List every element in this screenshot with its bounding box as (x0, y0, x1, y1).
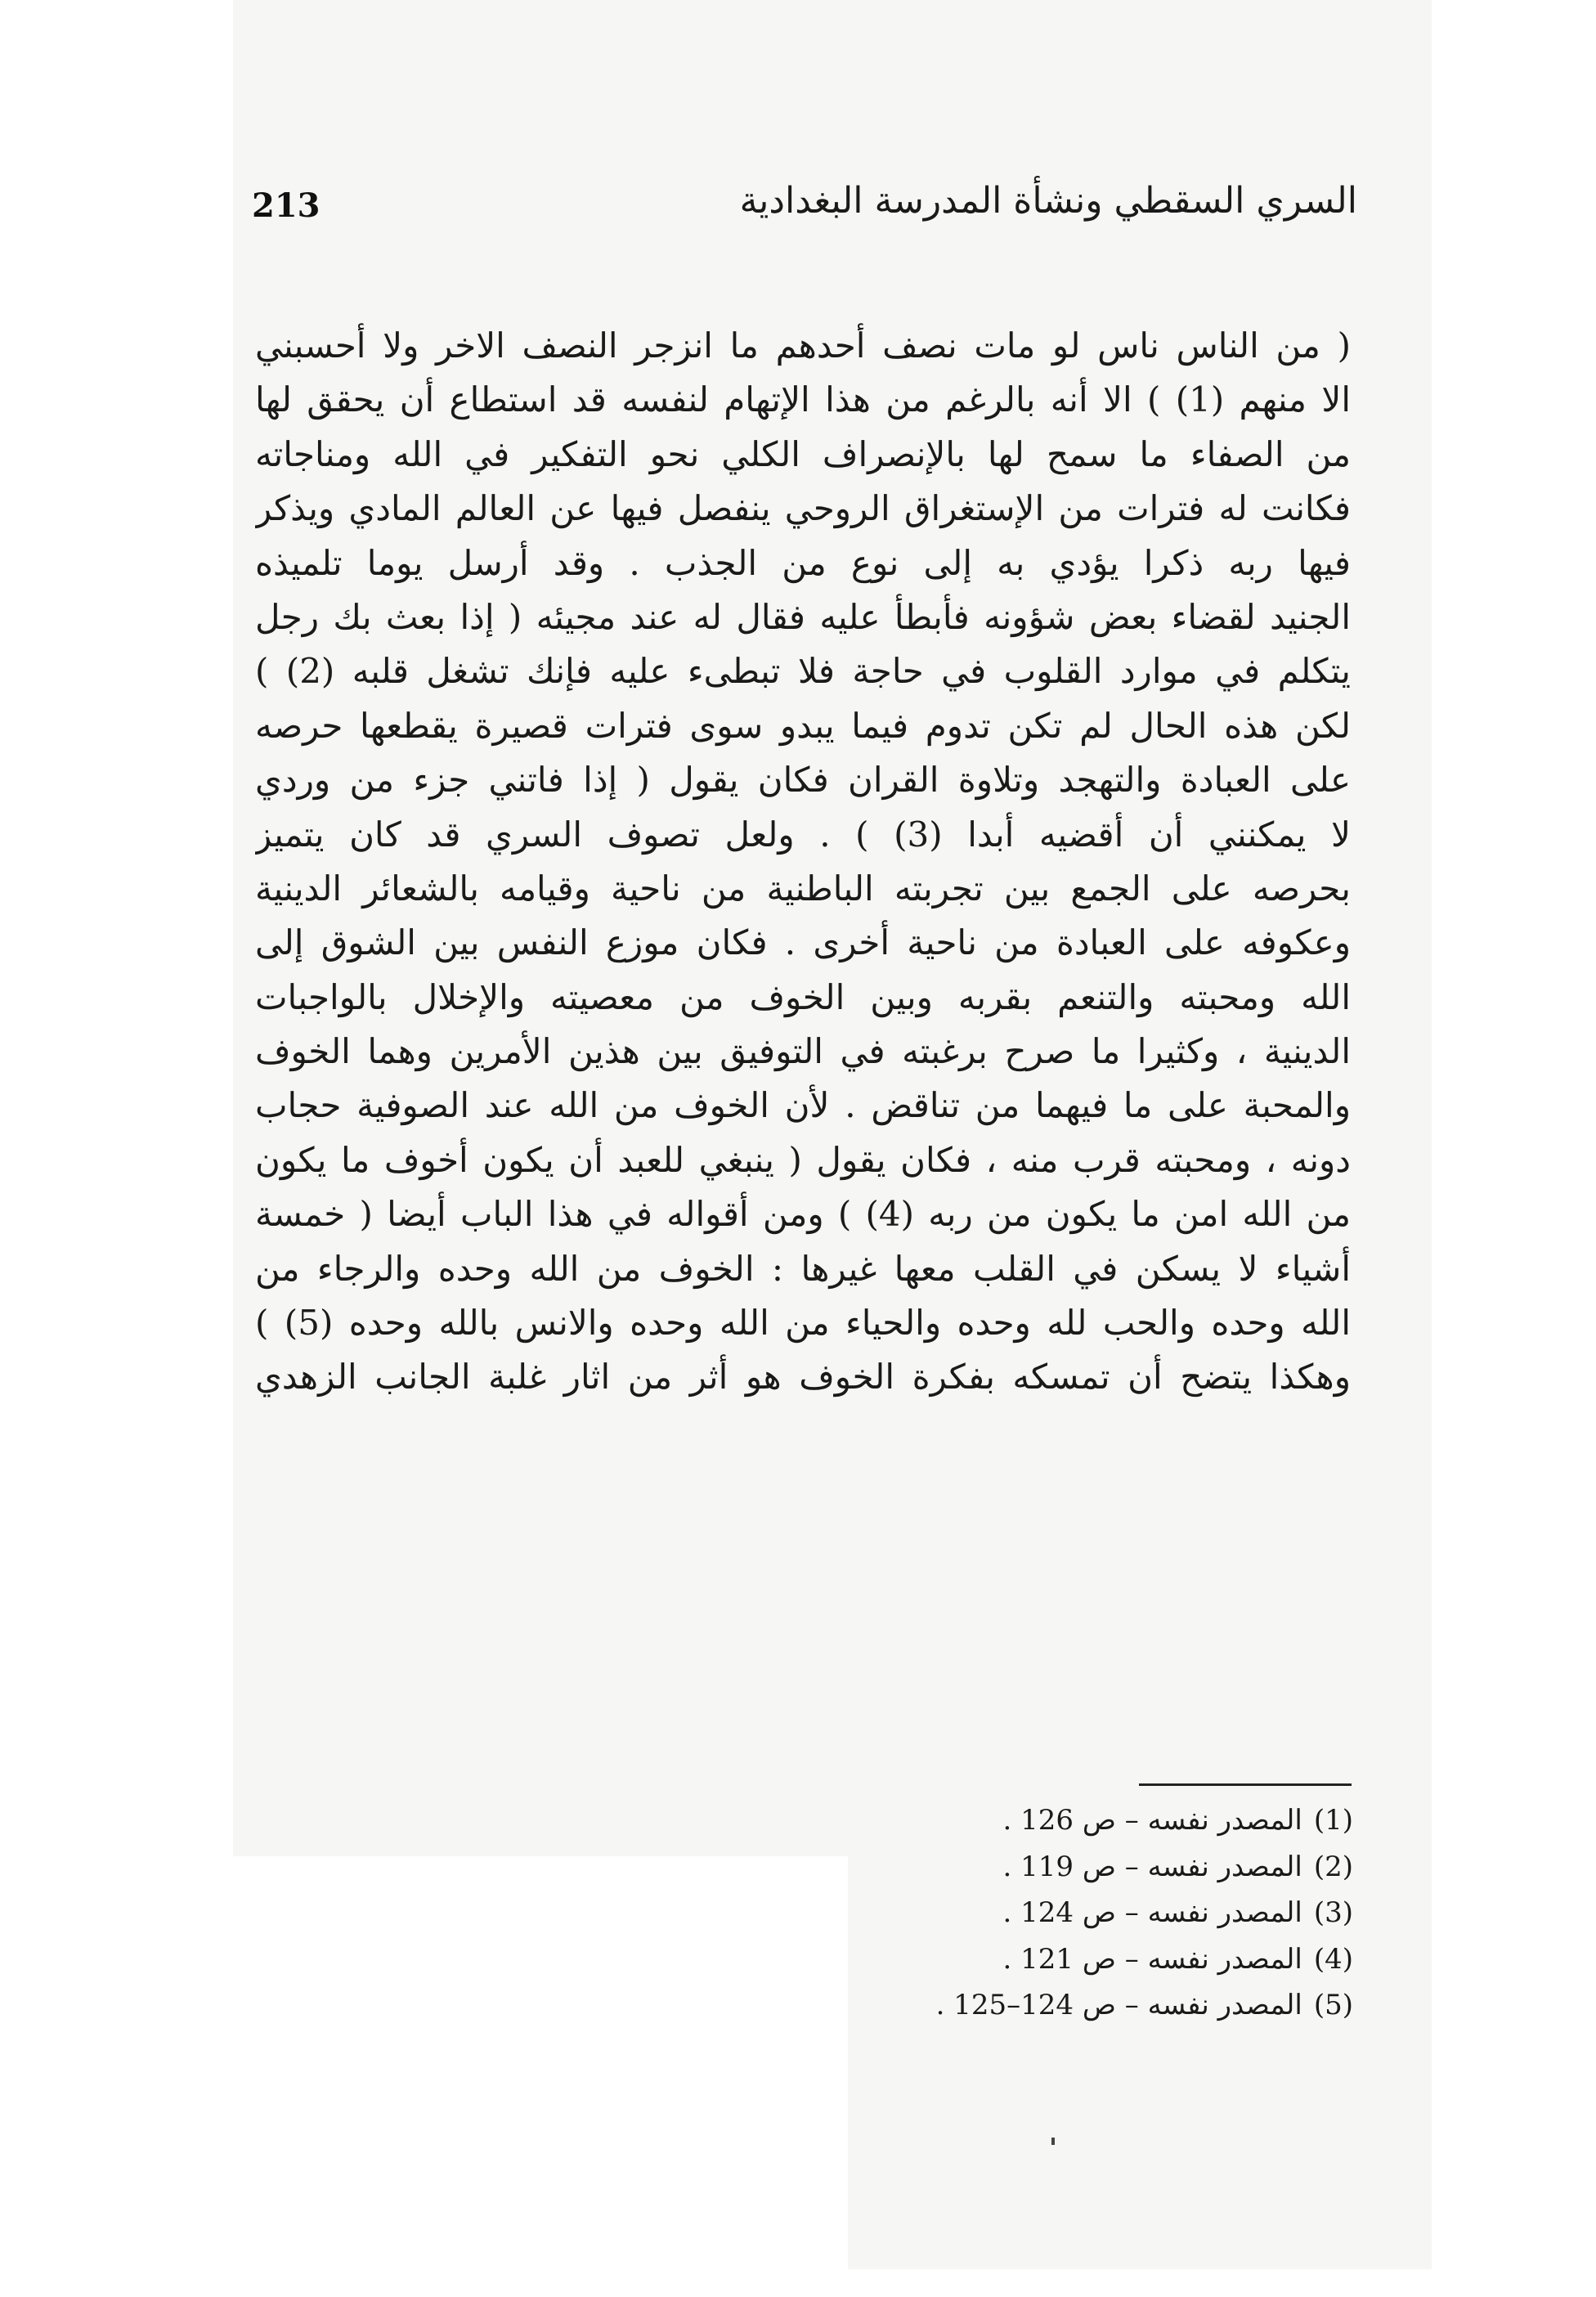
text-line: وهكذا يتضح أن تمسكه بفكرة الخوف هو أثر من اثار غلبة الجانب الزهدي (255, 1357, 1351, 1397)
scan-margin (233, 1856, 848, 2269)
text-line: الا منهم (1) ) الا أنه بالرغم من هذا الإتهام لنفسه قد استطاع أن يحقق لها (255, 379, 1351, 420)
body-text (255, 319, 1351, 1405)
scan-speck (1051, 2138, 1055, 2145)
text-line: الجنيد لقضاء بعض شؤونه فأبطأ عليه فقال له عند مجيئه ( إذا بعث بك رجل (255, 596, 1351, 637)
text-line: والمحبة على ما فيهما من تناقض . لأن الخوف من الله عند الصوفية حجاب (255, 1085, 1351, 1126)
footnote-item (818, 1936, 1353, 1983)
footnotes (818, 1797, 1353, 2029)
text-line: بحرصه على الجمع بين تجربته الباطنية من ناحية وقيامه بالشعائر الدينية (255, 868, 1351, 908)
text-line: لكن هذه الحال لم تكن تدوم فيما يبدو سوى فترات قصيرة يقطعها حرصه (255, 705, 1351, 746)
footnote-marker: (4) (1313, 1942, 1353, 1976)
text-line: على العبادة والتهجد وتلاوة القران فكان يقول ( إذا فاتني جزء من وردي (255, 760, 1351, 801)
footnote-text: المصدر نفسه – ص 124–125 . (935, 1989, 1302, 2022)
text-line: فيها ربه ذكرا يؤدي به إلى نوع من الجذب . وقد أرسل يوما تلميذه (255, 542, 1351, 583)
footnote-marker: (3) (1313, 1896, 1353, 1930)
text-line: الله ومحبته والتنعم بقربه وبين الخوف من معصيته والإخلال بالواجبات (255, 976, 1351, 1017)
footnote-item (818, 1982, 1353, 2029)
running-title: السري السقطي ونشأة المدرسة البغدادية (739, 180, 1357, 222)
footnote-divider (1139, 1783, 1352, 1786)
footnote-text: المصدر نفسه – ص 119 . (1002, 1850, 1302, 1883)
footnote-item (818, 1890, 1353, 1936)
page-number: 213 (252, 186, 321, 225)
running-head (245, 178, 1357, 236)
text-line: يتكلم في موارد القلوب في حاجة فلا تبطىء عليه فإنك تشغل قلبه (2) ) (255, 651, 1351, 692)
text-line: ( من الناس ناس لو مات نصف أحدهم ما انزجر النصف الاخر ولا أحسبني (255, 325, 1351, 366)
text-line: وعكوفه على العبادة من ناحية أخرى . فكان موزع النفس بين الشوق إلى (255, 922, 1351, 963)
footnote-text: المصدر نفسه – ص 124 . (1002, 1896, 1302, 1930)
footnote-marker: (1) (1313, 1804, 1353, 1837)
footnote-marker: (2) (1313, 1850, 1353, 1883)
text-line: أشياء لا يسكن في القلب معها غيرها : الخوف من الله وحده والرجاء من (255, 1248, 1351, 1289)
text-line: الله وحده والحب لله وحده والحياء من الله وحده والانس بالله وحده (5) ) (255, 1303, 1351, 1344)
footnote-text: المصدر نفسه – ص 121 . (1002, 1942, 1302, 1976)
text-line: فكانت له فترات من الإستغراق الروحي ينفصل فيها عن العالم المادي ويذكر (255, 488, 1351, 529)
footnote-marker: (5) (1313, 1989, 1353, 2022)
text-line: لا يمكنني أن أقضيه أبدا (3) ) . ولعل تصوف السري قد كان يتميز (255, 814, 1351, 855)
footnote-item (818, 1844, 1353, 1891)
text-line: من الصفاء ما سمح لها بالإنصراف الكلي نحو التفكير في الله ومناجاته (255, 433, 1351, 474)
footnote-item (818, 1797, 1353, 1844)
text-line: دونه ، ومحبته قرب منه ، فكان يقول ( ينبغي للعبد أن يكون أخوف ما يكون (255, 1139, 1351, 1180)
text-line: الدينية ، وكثيرا ما صرح برغبته في التوفيق بين هذين الأمرين وهما الخوف (255, 1031, 1351, 1072)
text-line: من الله امن ما يكون من ربه (4) ) ومن أقواله في هذا الباب أيضا ( خمسة (255, 1194, 1351, 1235)
footnote-text: المصدر نفسه – ص 126 . (1002, 1804, 1302, 1837)
